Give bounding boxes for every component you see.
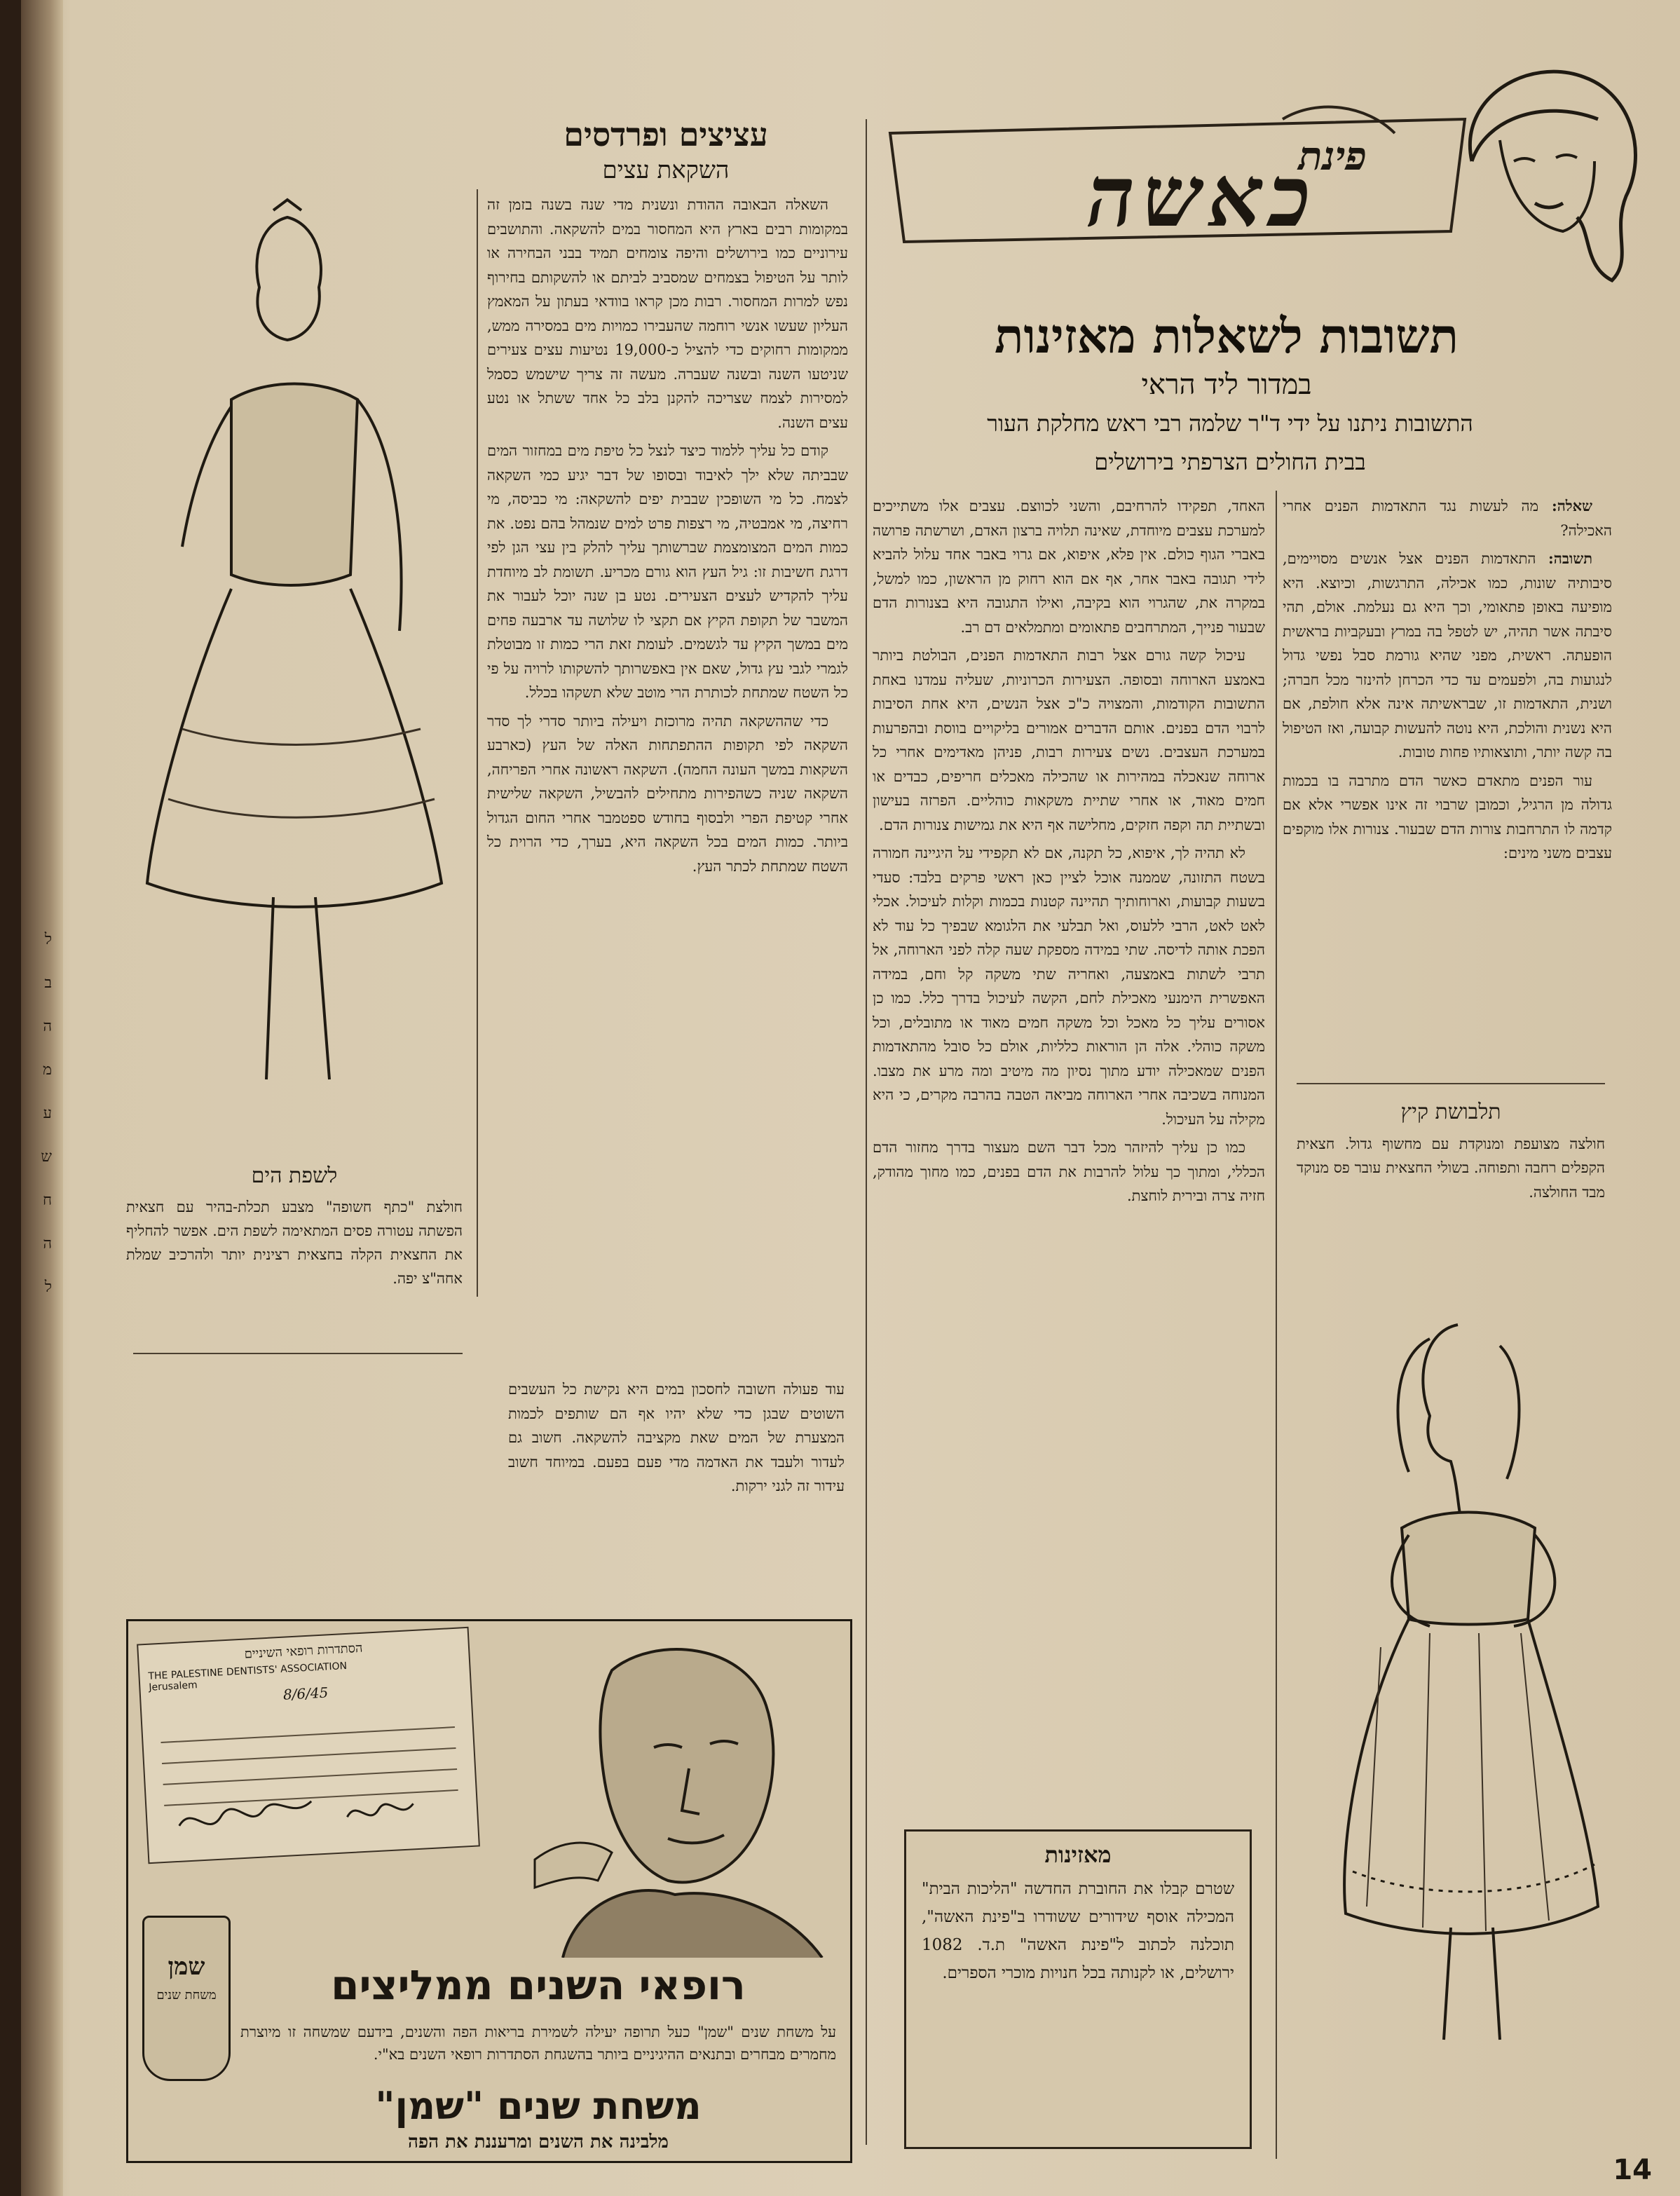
listeners-box-title: מאזינות — [1044, 1841, 1112, 1868]
edge-letter: מ — [42, 1061, 52, 1079]
column-rule — [866, 119, 867, 2145]
woman-portrait-illustration — [1444, 56, 1654, 287]
byline-line-2: בבית החולים הצרפתי בירושלים — [1094, 449, 1366, 475]
edge-letter: ש — [41, 1148, 52, 1166]
certificate-handwriting — [146, 1712, 474, 1841]
column-middle-article — [873, 494, 1265, 1213]
byline-line-1: התשובות ניתנו על ידי ד"ר שלמה רבי ראש מחלקת העור — [987, 410, 1473, 437]
association-certificate — [137, 1627, 480, 1864]
ad-brand-name: משחת שנים "שמן" — [375, 2084, 702, 2128]
edge-letter: ה — [43, 1018, 52, 1035]
page-number: 14 — [1613, 2154, 1652, 2186]
paragraph: לא תהיה לך, איפוא, כל תקנה, אם לא תקפידי על היגיינה חמורה בשטח התזונה, שממנה אוכל לציין כאן ראשי פרקים בלבד: סעדי בשעות קבועות, וארוחותיך תהיינה קטנות בכמות וקלות לעיכול. אכלי לאט לאט, הרבי ללעוס, ואל תבלעי את הלגומא שבפיך כל עוד לא הפכת אותה לדיסה. שתי במידה מספקת שעה קלה לפני הארוחה, אל תרבי לשתות באמצעה, ואחריה שתי משקה קל וחם, במידה האפשרית הימנעי מאכילת לחם, הקשה לעיכול בדרך כלל. כמו כן אסורים עליך כל מאכל וכל משקה חמים מאוד או מתובלים, וכל משקה כוהלי. אלה הן הוראות כלליות, אולם כל סובל מהתאדמות הפנים שמאכילה יודע מתוך נסיון מה מיטיב ומה מרע את מצבו. המנוחה בשכיבה אחרי הארוחה מביאה הטבה בהרבה מקרים, כי היא מקילה על העיכול. — [873, 845, 1265, 1128]
ad-headline: רופאי השנים ממליצים — [331, 1961, 746, 2009]
trees-article-continuation — [126, 1377, 845, 1503]
certificate-date: 8/6/45 — [282, 1684, 329, 1703]
fashion-caption-summer — [1297, 1100, 1605, 1208]
magazine-page — [21, 0, 1680, 2196]
question-label: שאלה: — [1551, 497, 1592, 514]
paragraph: כמו כן עליך להיזהר מכל דבר השם מעצור בדרך מחזור הדם הכללי, ומתוך כך עלול להרבות את הדם בפנים, כמו מחוך מהודק, חזיה צרה ובירית לוחצת. — [873, 1139, 1265, 1204]
facing-page-edge-text — [21, 918, 52, 1309]
divider — [133, 1353, 463, 1354]
paragraph: האחד, תפקידו להרחיבם, והשני לכווצם. עצבים אלו משתייכים למערכת עצבים מיוחדת, שאינה תלויה ברצון האדם, ושרשתה פרושה באברי הגוף כולם. אין פלא, איפוא, אם גרוי באבר אחד עלול להביא לידי תגובה באבר אחר, אף אם הוא רחוק מן הראשון, כמו למשל, במקרה את, שהגרוי הוא בקיבה, ואילו התגובה היא בצנורות הדם שבעור פנייך, המתרחבים פתאומים ומתמלאים דם רב. — [873, 498, 1265, 636]
certificate-heading-english: THE PALESTINE DENTISTS' ASSOCIATION — [148, 1660, 348, 1682]
trees-article-title: עציצים ופרדסים — [564, 116, 768, 154]
trees-article-header — [484, 116, 848, 184]
beach-caption-text: חולצת "כתף חשופה" מצבע תכלת-בהיר עם חצאית הפשתה עטורה פסים המתאימה לשפת הים. אפשר להחליף את החצאית הקלה בחצאית רצינית יותר ולהרכיב שמלת אחה"צ יפה. — [126, 1199, 463, 1287]
divider — [1297, 1083, 1605, 1084]
certificate-city: Jerusalem — [148, 1679, 198, 1693]
paragraph: קודם כל עליך ללמוד כיצד לנצל כל טיפת מים במחזור המים שבביתה שלא ילך לאיבוד ובסופו של דבר יגיע כמי השקאה לצמח. כל מי השופכין שבבית יפים להשקאה: מי כביסה, מי רחיצה, מי אמבטיה, מי רצפות פרט למים שנמהל בהם נפט. את כמות המים המצומצמת שברשותך עליך להלק בין עצי הגן לפי דרגת חשיבות זו: גיל העץ הוא גורם מכריע. תשומת לב מיוחדת עליך להקדיש לעצים הצעירים. נטע בן שנה יוכל לעבור את המשבר של תקופת הקיץ אם תקצי לו שלושה עד ארבעה פחים מים במשך הקיץ עד לגשמים. לעומת זאת הרי כמות זו מבוטלת לגמרי לגבי עץ גדול, שאם אין באפשרותך להשקותו לרויה על פי כל השטח שמתחת לכותרת הרי מוטב שלא תשקהו בכלל. — [487, 442, 848, 701]
paragraph: עור הפנים מתאדם כאשר הדם מתרבה בו בכמות גדולה מן הרגיל, וכמובן שרבוי זה אינו אפשרי אלא אם קדמה לו התרחבות צורות הדם שבעור. צנורות אלו מוקפים עצבים משני מינים: — [1283, 772, 1612, 861]
page-gutter-dark — [0, 0, 21, 2196]
subheadline: במדור ליד הראי — [1141, 369, 1312, 401]
paragraph: עיכול קשה גורם אצל רבות התאדמות הפנים, הבולטת ביותר באמצע הארוחה ובסופה. הצעירות הכרוניות, שעליה עמדנו באחת התשובות הקודמות, והמצויה כ"כ אצל הנשים, היא אחת הסיבות לרבוי הדם בפנים. אותם הדברים אמורים בליקויים בווסת ובהפרעות במערכת העצבים. נשים צעירות רבות, פניהן מאדימים אחרי כל ארוחה שנאכלה במהירות או שהכילה מאכלים חריפים, כבדים או חמים מאוד, או אחרי שתיית משקאות כוהליים. הפרזה בעישון ובשתיית תה וקפה חזקים, מחלישה אף היא את גמישות צנורות הדם. — [873, 647, 1265, 833]
beach-dress-illustration — [126, 196, 463, 1135]
certificate-heading-hebrew: הסתדרות רופאי השיניים — [244, 1640, 363, 1662]
beach-caption-title: לשפת הים — [251, 1164, 338, 1188]
edge-letter: ב — [44, 974, 52, 992]
trees-article-subtitle: השקאת עצים — [602, 156, 730, 184]
answer-label: תשובה: — [1548, 550, 1592, 567]
paragraph: עוד פעולה חשובה לחסכון במים היא נקישת כל העשבים השוטים שבגן כדי שלא יהיו אף הם שותפים לכמות המצערת של המים שאת מקציבה להשקאה. חשוב גם לעדור ולעבד את האדמה מדי פעם בפעם. במיוחד חשוב עידור זה לגני ירקות. — [508, 1381, 845, 1494]
edge-letter: ה — [43, 1235, 52, 1253]
toothpaste-tube — [142, 1916, 231, 2081]
tube-brand-label: שמן — [168, 1953, 205, 1981]
paragraph: השאלה הבאובה ההודת ונשנית מדי שנה בשנה בזמן זה במקומות רבים בארץ היא המחסור במים להשקאה. והתושבים עירוניים כמו בירושלים והיפה צומחים תמיד בבני הבחירה או לותר על הטיפול בצמחים שמסביב לביתם או להשקותם בחירוף נפש למרות המחסור. רבות מכן קראו בוודאי בעתון על המאמץ העליון שעשו אנשי רוחמה שהעבירו כמויות מים במסירה ממש, ממקומות רחוקים כדי להציל כ-19,000 נטיעות עצים צעירים שניטעו השנה ובשנה שעברה. מעשה זה צריך שישמש כסמל למסירות לצמח שצריכה להקנן בלב כל אחד ששתל או נטע עצים השנה. — [487, 196, 848, 431]
trees-article-body — [487, 193, 848, 882]
question-text: מה לעשות נגד התאדמות הפנים אחרי האכילה? — [1283, 498, 1612, 539]
column-rule — [1276, 491, 1277, 2159]
fashion-caption-beach — [126, 1164, 463, 1290]
listeners-box-text: שטרם קבלו את החוברת החדשה "הליכות הבית" המכילה אוסף שידורים ששודרו ב"פינת האשה", תוכלנה לכתוב ל"פינת האשה" ת.ד. 1082 ירושלים, או לקנותה בכל חנויות מוכרי הספרים. — [922, 1880, 1234, 1982]
toothpaste-advertisement — [126, 1619, 852, 2163]
column-right-qa — [1283, 494, 1612, 870]
ad-tagline: מלבינה את השנים ומרעננת את הפה — [408, 2132, 669, 2153]
logo-main-text: כאשה — [1086, 147, 1318, 246]
column-rule — [477, 189, 478, 1297]
fashion-caption-text: חולצה מצועפת ומנוקדת עם מחשוף גדול. חצאית הקפלים רחבה ותפוחה. בשולי החצאית עובר פס מנוקד מבד החולצה. — [1297, 1135, 1605, 1201]
edge-letter: ל — [44, 931, 52, 948]
dentist-portrait-illustration — [493, 1628, 836, 1958]
edge-letter: ח — [42, 1192, 52, 1209]
edge-letter: ע — [43, 1105, 52, 1122]
logo-small-text: פינת — [1298, 133, 1367, 179]
paragraph: כדי שההשקאה תהיה מרוכזת ויעילה ביותר סדרי לך סדר השקאה לפי תקופות ההתפתחות האלה של העץ (כארבע השקאות במשך העונה החמה). השקאה ראשונה אחרי הפריחה, השקאה שניה כשהפירות מתחילים להבשיל, השקאה שלישית אחרי קטיפת הפרי ולבסוף בחודש ספטמבר אחרי החום הגדול ביותר. כמות המים בכל השקאה היא, בערך, כדי הרוית כל השטח שמתחת לכתר העץ. — [487, 712, 848, 875]
ad-body-text: על משחת שנים "שמן" כעל תרופה יעילה לשמירת בריאות הפה והשנים, בידעם שמשחה זו מיוצרת מחמרים מבחרים ובתנאים ההיגיניים ביותר בהשגחת הסתדרות רופאי השנים בא"י. — [240, 2024, 836, 2063]
answer-text: התאדמות הפנים אצל אנשים מסויימים, סיבותיה שונות, כמו אכילה, התרגשות, וכיוצא. היא מופיעה באופן פתאומי, וכך היא גם נעלמת. אולם, תהי סיבתה אשר תהיה, יש לטפל בה במרץ ובעקביות בראשית הופעתה. ראשית, מפני שהיא גורמת סבל נפשי גדול לנגועות בה, ולפעמים עד כדי הכרחן להינזר מכל חברה; ושנית, התאדמות זו, שבראשיתה אינה אלא חולפת, אם היא נשנית והולכת, היא נוטה להעשות קבועה, ואז הטיפול בה קשה יותר, ותוצאותיו פחות טובות. — [1283, 550, 1612, 761]
summer-dress-illustration — [1318, 1297, 1619, 2082]
fashion-caption-title: תלבושת קיץ — [1400, 1100, 1501, 1124]
tube-product-label: משחת שנים — [156, 1988, 217, 2003]
edge-letter: ל — [44, 1278, 52, 1296]
headline: תשובות לשאלות מאזינות — [994, 308, 1459, 364]
column-logo — [862, 91, 1479, 266]
listeners-notice-box — [904, 1829, 1252, 2149]
